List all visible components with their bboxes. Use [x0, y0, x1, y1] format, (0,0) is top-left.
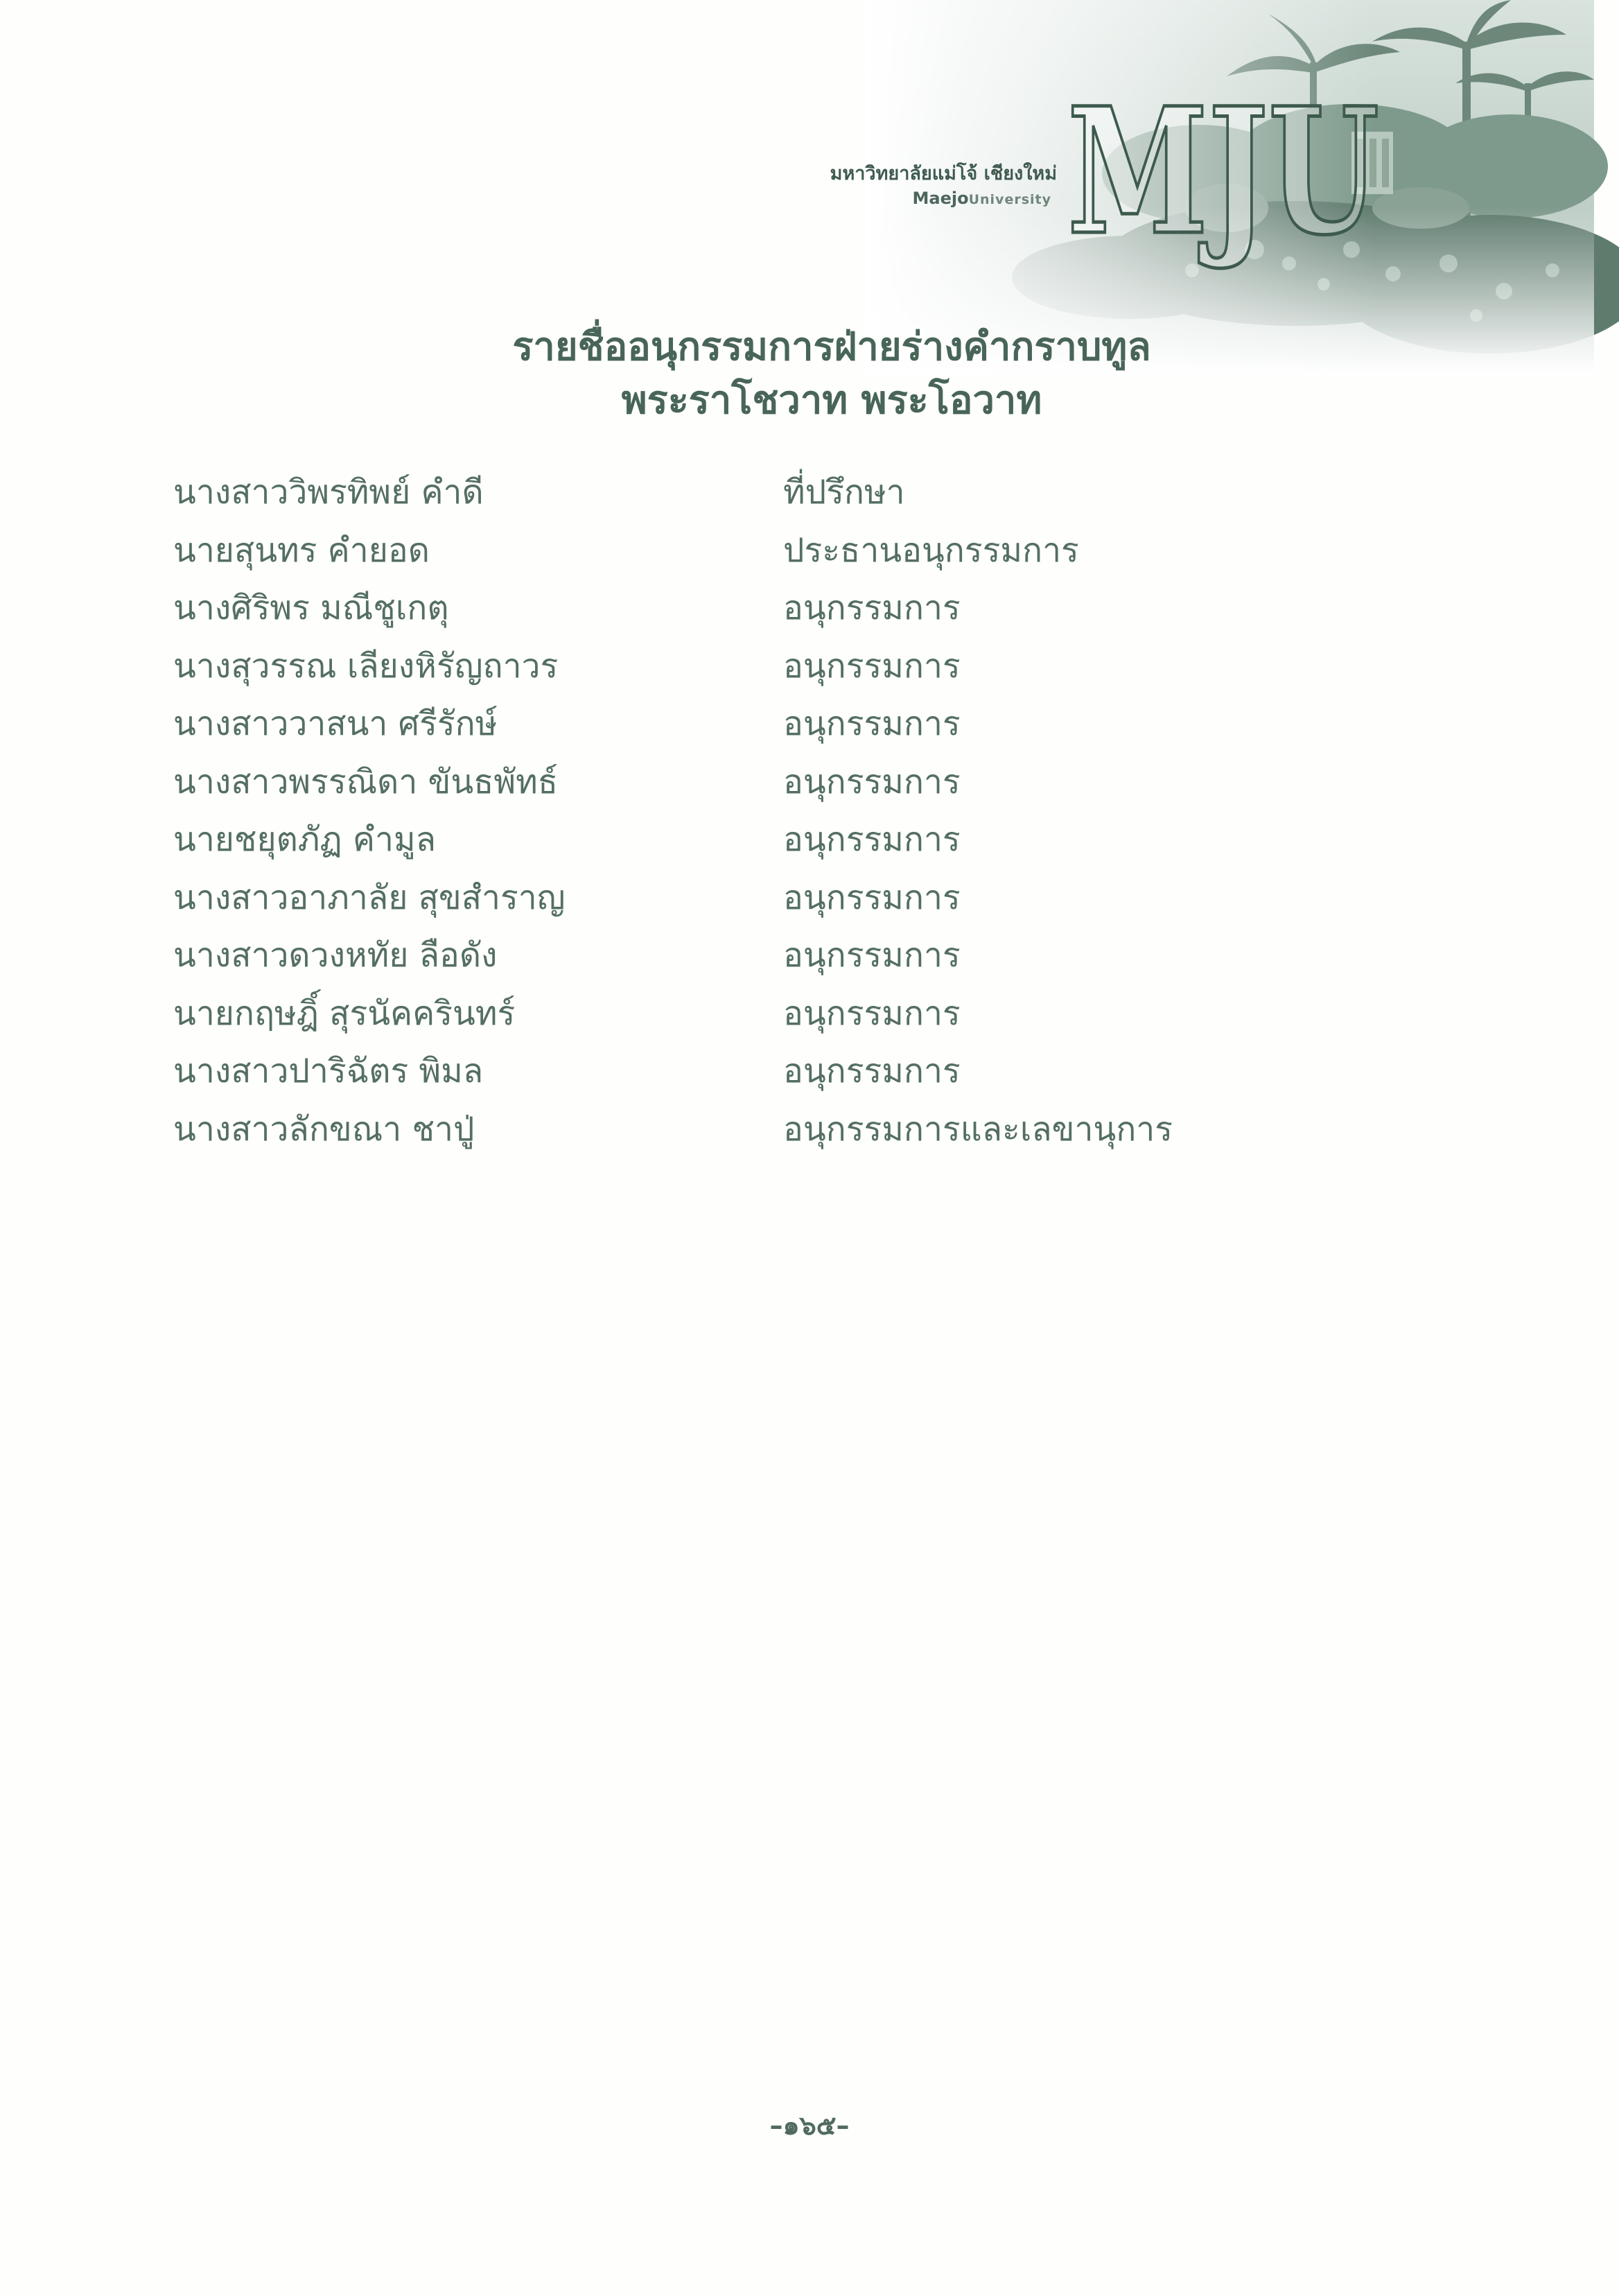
page-title-line-1: รายชื่ออนุกรรมการฝ่ายร่างคำกราบทูล [512, 324, 1151, 369]
member-name: นายสุนทร คำยอด [173, 530, 430, 570]
member-name: นางสาวลักขณา ชาปู่ [173, 1109, 475, 1149]
member-name: นางสุวรรณ เลียงหิรัญถาวร [173, 646, 559, 686]
member-role: อนุกรรมการ [783, 878, 961, 917]
list-item [173, 466, 1421, 524]
member-name: นางสาววิพรทิพย์ คำดี [173, 473, 484, 512]
member-name: นายกฤษฎิ์ สุรนัคครินทร์ [173, 993, 516, 1033]
member-name: นางศิริพร มณีชูเกตุ [173, 589, 449, 627]
committee-member-list [173, 466, 1421, 1160]
mju-logo [1064, 69, 1383, 273]
university-name-thai: มหาวิทยาลัยแม่โจ้ เชียงใหม่ [830, 163, 1057, 184]
member-name: นางสาวปาริฉัตร พิมล [173, 1052, 484, 1090]
list-item [173, 1045, 1421, 1103]
member-name: นางสาวพรรณิดา ขันธพัทธ์ [173, 762, 559, 801]
list-item [173, 987, 1421, 1045]
member-role: อนุกรรมการ [783, 589, 961, 627]
member-name: นายชยุตภัฏ คำมูล [173, 820, 437, 859]
member-role: อนุกรรมการ [783, 646, 961, 686]
list-item [173, 1103, 1421, 1161]
list-item [173, 813, 1421, 871]
member-role: อนุกรรมการ [783, 820, 961, 859]
member-name: นางสาววาสนา ศรีรักษ์ [173, 704, 498, 743]
university-name-en-main: Maejo [912, 189, 969, 208]
member-role: อนุกรรมการ [783, 936, 961, 975]
member-role: ประธานอนุกรรมการ [783, 530, 1079, 570]
member-name: นางสาวดวงหทัย ลือดัง [173, 936, 498, 975]
university-name-english [807, 189, 1051, 208]
list-item [173, 929, 1421, 987]
member-name: นางสาวอาภาลัย สุขสำราญ [173, 878, 566, 917]
list-item [173, 871, 1421, 930]
university-name-en-tail: University [968, 192, 1051, 207]
list-item [173, 697, 1421, 756]
member-role: อนุกรรมการและเลขานุการ [783, 1109, 1173, 1149]
list-item [173, 756, 1421, 814]
member-role: อนุกรรมการ [783, 1052, 961, 1090]
member-role: ที่ปรึกษา [783, 473, 905, 512]
page-title-line-2: พระราโชวาท พระโอวาท [621, 378, 1042, 423]
page-number: –๑๖๕– [769, 2110, 850, 2141]
member-role: อนุกรรมการ [783, 993, 961, 1033]
list-item [173, 582, 1421, 640]
member-role: อนุกรรมการ [783, 762, 961, 801]
list-item [173, 524, 1421, 582]
mju-logo-text: MJU [1067, 69, 1379, 273]
list-item [173, 640, 1421, 698]
member-role: อนุกรรมการ [783, 704, 961, 743]
